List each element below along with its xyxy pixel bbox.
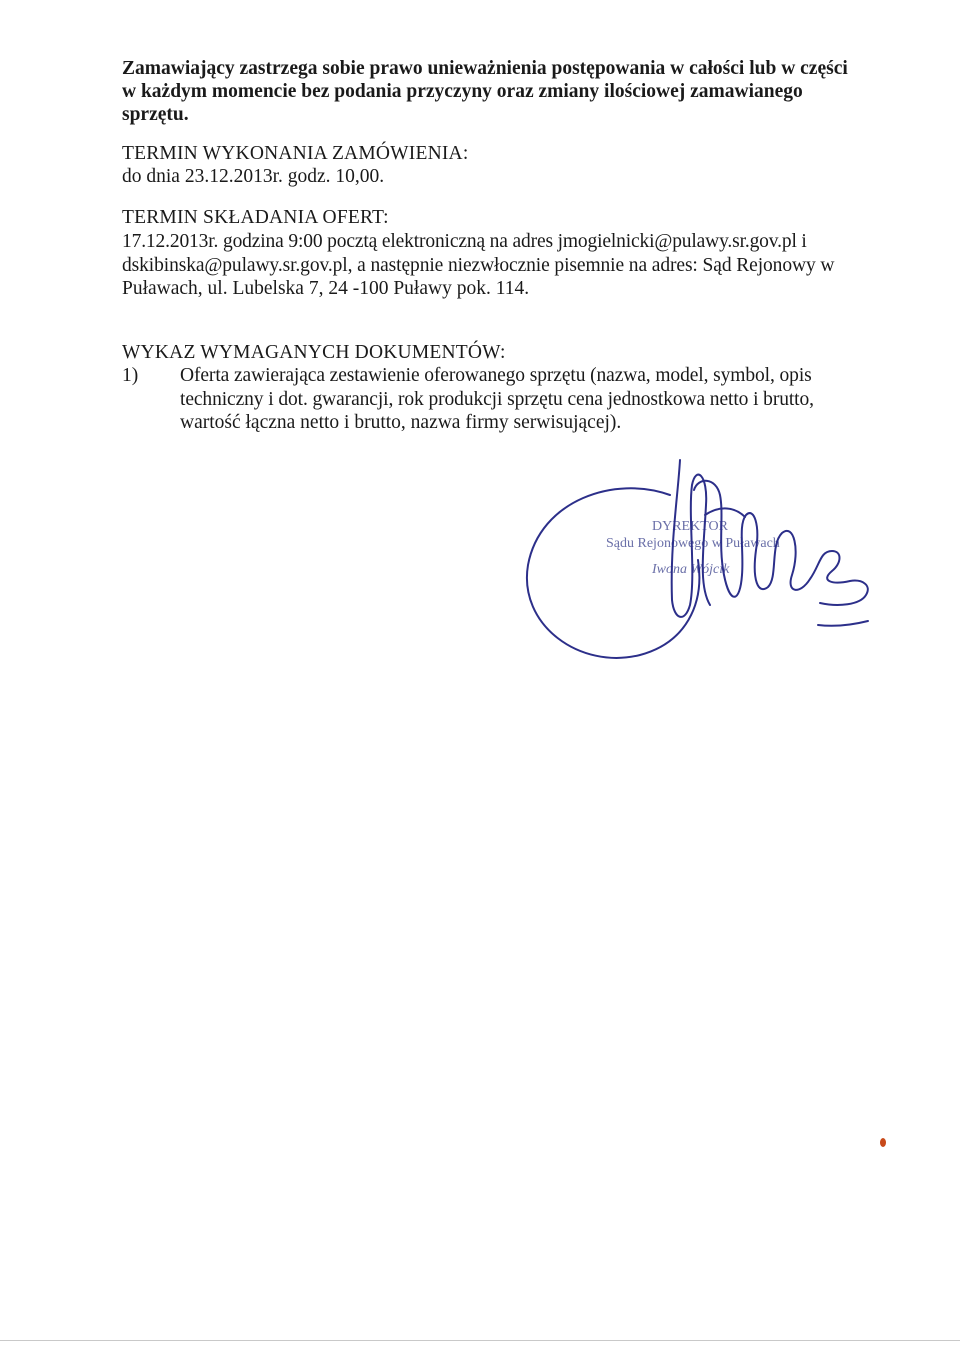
submission-line-1: 17.12.2013r. godzina 9:00 pocztą elektroniczną na adres jmogielnicki@pulawy.sr.gov.pl i: [122, 231, 807, 252]
stamp-line-1: DYREKTOR: [652, 519, 728, 534]
submission-line-3: Puławach, ul. Lubelska 7, 24 -100 Puławy pok. 114.: [122, 278, 530, 299]
official-stamp-and-signature: [520, 455, 880, 665]
documents-item-line-2: techniczny i dot. gwarancji, rok produkcji sprzętu cena jednostkowa netto i brutto,: [180, 389, 814, 410]
submission-line-2: dskibinska@pulawy.sr.gov.pl, a następnie niezwłocznie pisemnie na adres: Sąd Rejonowy w: [122, 255, 835, 276]
documents-heading: WYKAZ WYMAGANYCH DOKUMENTÓW:: [122, 342, 506, 363]
notice-line-3: sprzętu.: [122, 104, 189, 125]
execution-value: do dnia 23.12.2013r. godz. 10,00.: [122, 166, 385, 187]
documents-item-line-3: wartość łączna netto i brutto, nazwa firmy serwisującej).: [180, 412, 622, 433]
stamp-line-3: Iwona Wójcik: [652, 562, 730, 577]
documents-item-line-1: Oferta zawierająca zestawienie oferowanego sprzętu (nazwa, model, symbol, opis: [180, 365, 812, 386]
signature-graphic: [520, 455, 880, 665]
documents-item-number: 1): [122, 365, 139, 386]
execution-heading: TERMIN WYKONANIA ZAMÓWIENIA:: [122, 143, 469, 164]
stamp-line-2: Sądu Rejonowego w Puławach: [606, 536, 780, 551]
handwritten-signature: [527, 460, 868, 658]
page-bottom-edge: [0, 1340, 960, 1341]
ink-mark: [880, 1138, 886, 1147]
submission-heading: TERMIN SKŁADANIA OFERT:: [122, 207, 389, 228]
notice-line-1: Zamawiający zastrzega sobie prawo unieważnienia postępowania w całości lub w części: [122, 58, 848, 79]
notice-line-2: w każdym momencie bez podania przyczyny oraz zmiany ilościowej zamawianego: [122, 81, 803, 102]
